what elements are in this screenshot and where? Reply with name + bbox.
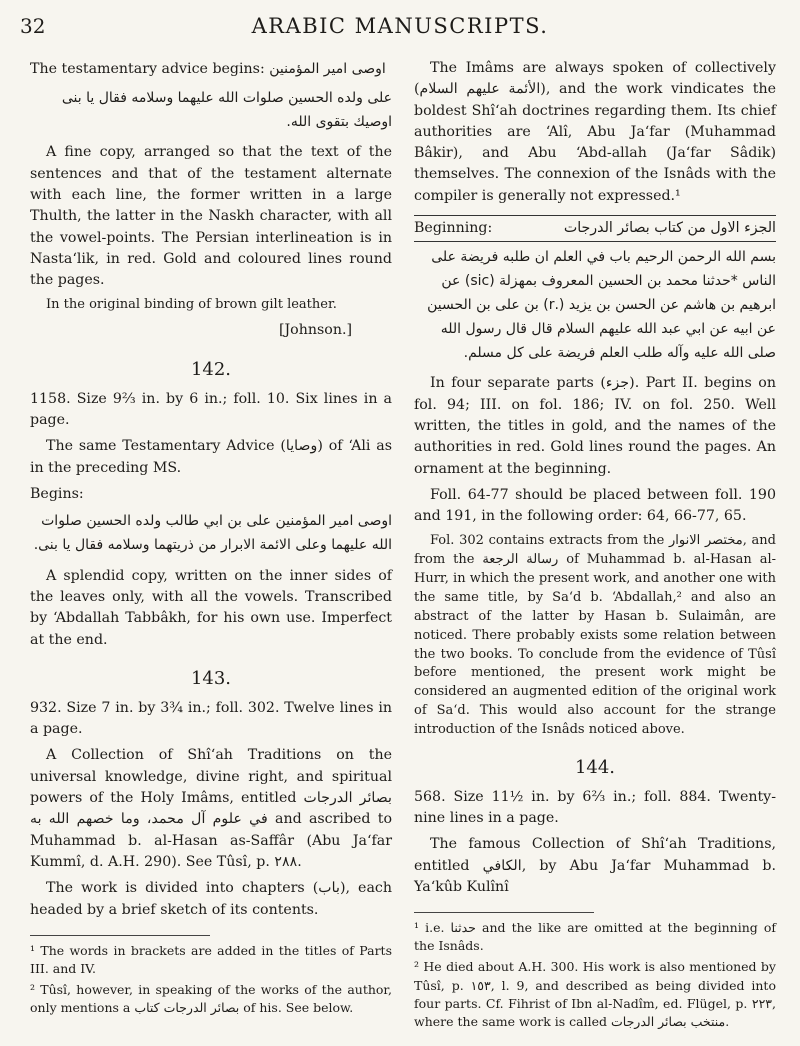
beginning-line <box>414 215 776 242</box>
left-footnotes <box>30 942 392 1018</box>
footnote: ² Tûsî, however, in speaking of the works of the author, only mentions a بصائر الدرجات كتاب of his. See below. <box>30 982 392 1016</box>
entry-142-begins <box>30 484 392 505</box>
left-column <box>30 58 392 1020</box>
entry-144-spec: 568. Size 11½ in. by 6⅔ in.; foll. 884. Twenty-nine lines in a page. <box>414 788 776 827</box>
extracts-paragraph: Fol. 302 contains extracts from the مختصر الانوار, and from the رسالة الرجعة of Muhammad b. al-Hasan al-Hurr, in which the present work, and another one with the same title, by Sa‘d b. ‘Abdallah,² and also an abstract of the latter by Hasan b. Sulaimân, are noticed. There probably exists some relation between the two books. To conclude from the evidence of Tûsî before mentioned, the present work might be considered an augmented edition of the original work of Sa‘d. This would also account for the strange introduction of the Isnâds noticed above. <box>414 533 777 737</box>
entry-142-paragraph: The same Testamentary Advice (وصايا) of ‘Ali as in the preceding MS. <box>30 438 392 476</box>
footnote: ¹ i.e. حدثنا and the like are omitted at the beginning of the Isnâds. <box>414 920 776 954</box>
source-note: [Johnson.] <box>278 322 352 339</box>
entry-number-144: 144. <box>574 756 616 778</box>
entry-142-begins-arabic: اوصى امير المؤمنين على بن ابي طالب ولده الحسين صلوات الله عليهما وعلى الائمة الابرار من ذريتهما وسلامه فقال يا بنى. <box>33 513 392 553</box>
page-header <box>0 12 800 42</box>
entry-143-spec: 932. Size 7 in. by 3¾ in.; foll. 302. Twelve lines in a page. <box>30 699 392 738</box>
intro-arabic: اوصى امير المؤمنين <box>269 61 386 77</box>
entry-143-paragraph: A Collection of Shî‘ah Traditions on the universal knowledge, divine right, and spiritual powers of the Holy Imâms, entitled بصائر الدرجات في علوم آل محمد، وما خصهم الله به and ascribed to Muhammad b. al-Hasan as-Saffâr (Abu Ja‘far Kummî, d. A.H. 290). See Tûsî, p. ٢٨٨. <box>30 747 393 870</box>
entry-number-142: 142. <box>190 358 232 380</box>
entry-144-paragraph: The famous Collection of Shî‘ah Traditions, entitled الكافي, by Abu Ja‘far Muhammad b. Ya‘kûb Kulînî <box>414 836 776 895</box>
footnote: ¹ The words in brackets are added in the titles of Parts III. and IV. <box>30 942 392 976</box>
right-column <box>414 58 776 1034</box>
parts-paragraph: In four separate parts (جزء). Part II. begins on fol. 94; III. on fol. 186; IV. on fol. 250. Well written, the titles in gold, and the names of the authorities in red. Gold lines round the pages. An ornament at the beginning. <box>414 375 776 477</box>
entry-143-chapters: The work is divided into chapters (باب), each headed by a brief sketch of its contents. <box>30 880 392 918</box>
beginning-arabic-title: الجزء الاول من كتاب بصائر الدرجات <box>563 220 776 237</box>
running-title: ARABIC MANUSCRIPTS. <box>251 14 549 38</box>
footnote-divider <box>414 912 594 913</box>
intro-line <box>30 58 392 82</box>
footnote-divider <box>30 935 210 936</box>
imams-paragraph: The Imâms are always spoken of collectively (الأئمة عليهم السلام), and the work vindicates the boldest Shî‘ah doctrines regarding them. Its chief authorities are ‘Alî, Abu Ja‘far (Muhammad Bâkir), and Abu ‘Abd-allah (Ja‘far Sâdik) themselves. The connexion of the Isnâds with the compiler is generally not expressed.¹ <box>414 60 776 204</box>
beginning-arabic-text: بسم الله الرحمن الرحيم باب في العلم ان طلبه فريضة على الناس *حدثنا محمد بن الحسين المعروف بمهزلة (sic) عن ابرهيم بن هاشم عن الحسن بن يزيد (.r) بن على بن الحسين عن ابيه عن ابي عبد الله عليهم السلام قال قال رسول الله صلى الله عليه وآله طلب العلم فريضة على كل مسلم. <box>427 249 776 361</box>
folio-order-paragraph: Foll. 64-77 should be placed between foll. 190 and 191, in the following order: 64, 66-77, 65. <box>414 486 776 525</box>
binding-note: In the original binding of brown gilt leather. <box>46 297 337 313</box>
begins-label: Begins: <box>30 485 84 502</box>
beginning-label: Beginning: <box>414 220 493 237</box>
page-number: 32 <box>20 14 46 38</box>
entry-number-143: 143. <box>190 667 232 689</box>
begin-arabic: على ولده الحسين صلوات الله عليهما وسلامه فقال يا بنى اوصيك بتقوى الله. <box>61 89 392 130</box>
entry-142-spec: 1158. Size 9⅔ in. by 6 in.; foll. 10. Six lines in a page. <box>30 390 392 428</box>
description-paragraph: A fine copy, arranged so that the text of the sentences and that of the testament alternate with each line, the former written in a large Thulth, the latter in the Naskh character, with all the vowel-points. The Persian interlineation is in Nasta‘lik, in red. Gold and coloured lines round the pages. <box>30 144 392 289</box>
intro-label: The testamentary advice begins: <box>30 61 265 77</box>
entry-142-description: A splendid copy, written on the inner sides of the leaves only, with all the vowels. Transcribed by ‘Abdallah Tabbâkh, for his own use. Imperfect at the end. <box>30 567 392 648</box>
right-footnotes <box>414 919 776 1031</box>
footnote: ² He died about A.H. 300. His work is also mentioned by Tûsî, p. ١٥٣, l. 9, and described as being divided into four parts. Cf. Fihrist of Ibn al-Nadîm, ed. Flügel, p. ٢٢٣, where the same work is called منتخب بصائر الدرجات. <box>414 959 776 1029</box>
